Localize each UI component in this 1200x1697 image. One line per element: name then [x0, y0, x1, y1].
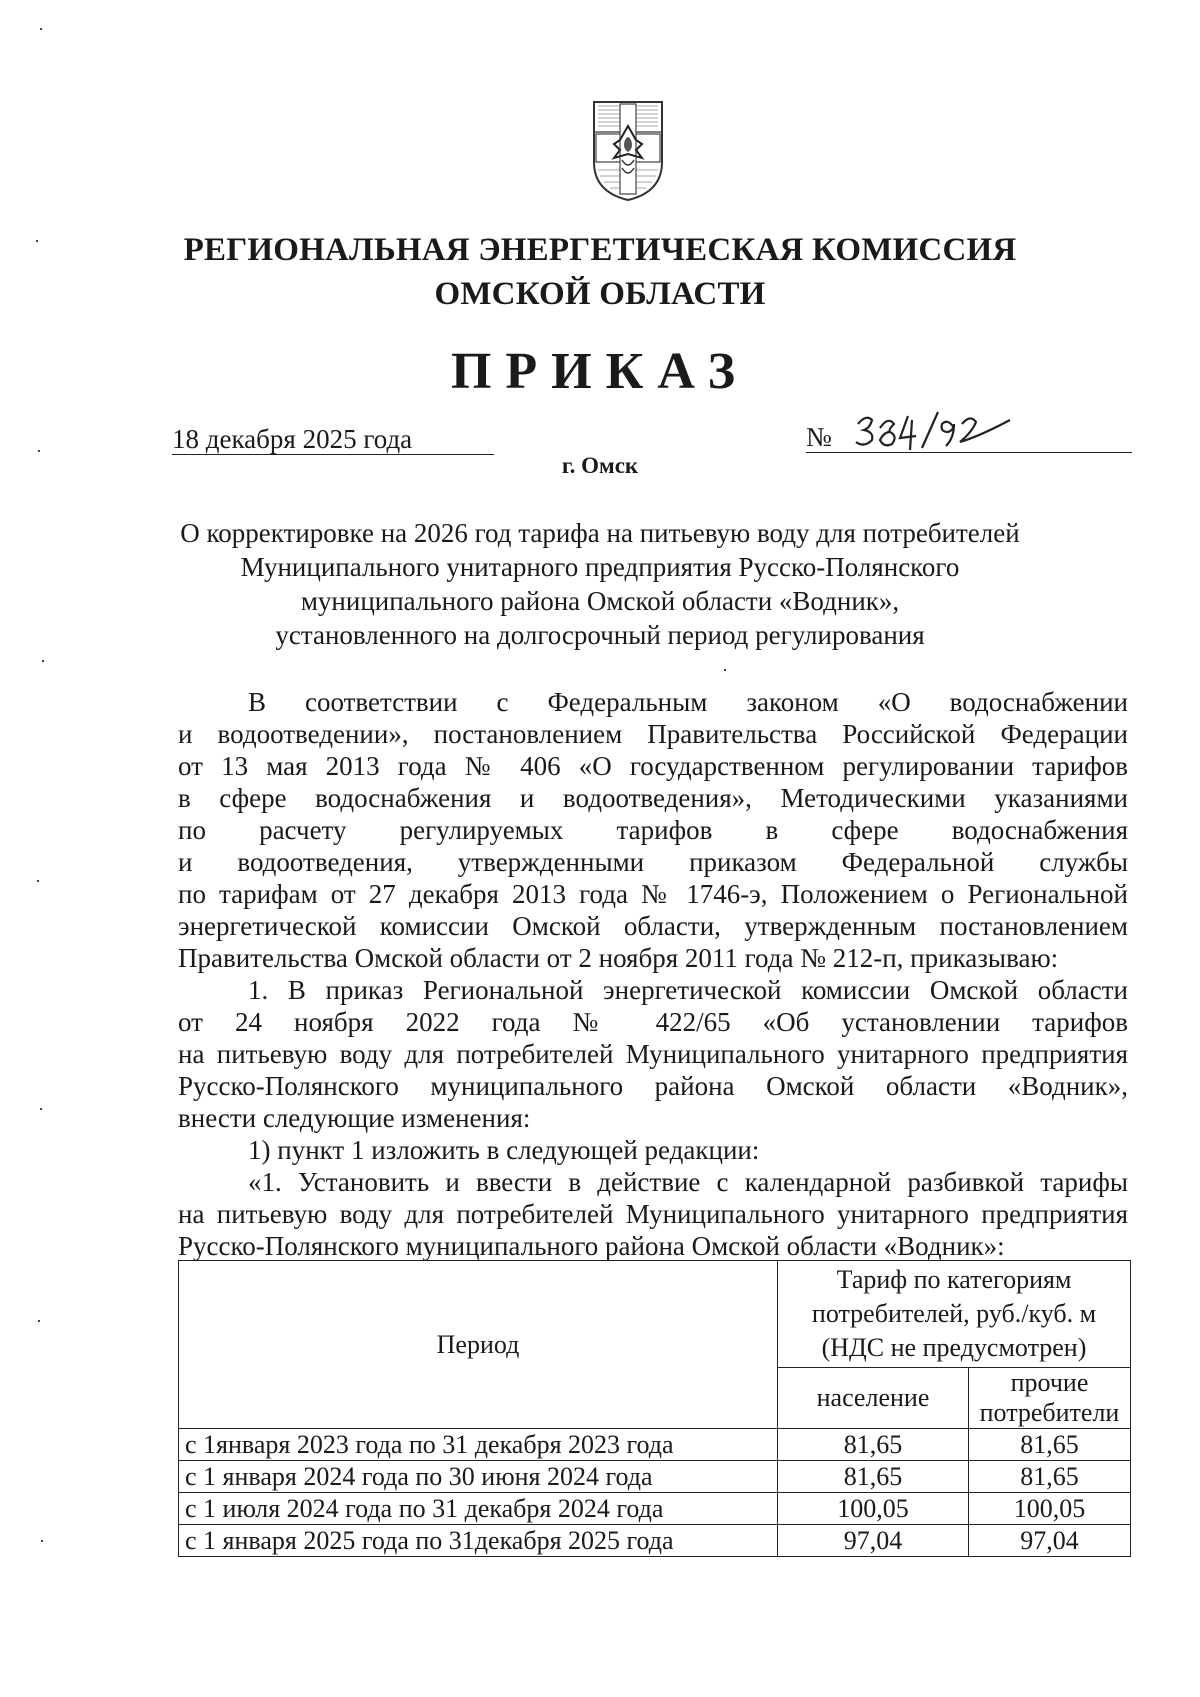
- body-line: Русско-Полянского муниципального района Омской области «Водник»:: [178, 1231, 1005, 1261]
- table-header-row: [179, 1261, 1131, 1368]
- subject-line: муниципального района Омской области «Водник»,: [300, 586, 900, 616]
- number-sign-label: №: [806, 422, 832, 452]
- header-tariff-line: Тариф по категориям: [836, 1265, 1072, 1294]
- scan-speck: [38, 1320, 40, 1322]
- body-line: от 24 ноября 2022 года № 422/65 «Об установлении тарифов: [178, 1007, 1128, 1037]
- body-line: Правительства Омской области от 2 ноября 2011 года № 212-п, приказываю:: [178, 943, 1059, 973]
- body-line: от 13 мая 2013 года № 406 «О государственном регулировании тарифов: [178, 751, 1128, 781]
- body-line: В соответствии с Федеральным законом «О водоснабжении: [248, 687, 1128, 717]
- tariff-table: [178, 1260, 1131, 1557]
- scan-speck: [36, 240, 38, 242]
- body-line: и водоотведении», постановлением Правительства Российской Федерации: [178, 719, 1128, 749]
- header-population: население: [778, 1368, 969, 1429]
- scan-speck: [42, 660, 44, 662]
- order-subject: [150, 516, 1050, 652]
- row-population-tariff: 97,04: [778, 1525, 969, 1557]
- order-date: 18 декабря 2025 года: [172, 424, 494, 455]
- header-other-line: прочие: [1010, 1368, 1089, 1397]
- organization-name-line1: РЕГИОНАЛЬНАЯ ЭНЕРГЕТИЧЕСКАЯ КОМИССИЯ: [183, 232, 1017, 268]
- subject-line: установленного на долгосрочный период регулирования: [275, 620, 925, 650]
- table-row: [179, 1525, 1131, 1557]
- order-body-text: [178, 686, 1128, 1262]
- header-other-line: потребители: [979, 1398, 1120, 1427]
- scan-speck: [724, 669, 726, 671]
- body-line: и водоотведения, утвержденными приказом Федеральной службы: [178, 847, 1128, 877]
- row-period: с 1января 2023 года по 31 декабря 2023 года: [179, 1429, 778, 1461]
- table-row: [179, 1429, 1131, 1461]
- body-line: на питьевую воду для потребителей Муниципального унитарного предприятия: [178, 1199, 1128, 1229]
- body-line: на питьевую воду для потребителей Муниципального унитарного предприятия: [178, 1039, 1128, 1069]
- scan-speck: [38, 450, 40, 452]
- body-line: в сфере водоснабжения и водоотведения», Методическими указаниями: [178, 783, 1128, 813]
- body-line: по тарифам от 27 декабря 2013 года № 1746-э, Положением о Региональной: [178, 879, 1128, 909]
- row-population-tariff: 81,65: [778, 1429, 969, 1461]
- row-other-tariff: 81,65: [969, 1429, 1131, 1461]
- row-population-tariff: 100,05: [778, 1493, 969, 1525]
- header-tariff-line: потребителей, руб./куб. м: [811, 1299, 1097, 1328]
- row-period: с 1 июля 2024 года по 31 декабря 2024 года: [179, 1493, 778, 1525]
- body-line: 1) пункт 1 изложить в следующей редакции:: [248, 1135, 760, 1165]
- scan-speck: [40, 28, 42, 30]
- subject-line: О корректировке на 2026 год тарифа на питьевую воду для потребителей: [180, 518, 1020, 548]
- header-tariff-line: (НДС не предусмотрен): [821, 1333, 1087, 1362]
- body-line: 1. В приказ Региональной энергетической комиссии Омской области: [248, 975, 1128, 1005]
- table-row: [179, 1493, 1131, 1525]
- coat-of-arms-emblem: [592, 100, 664, 202]
- handwritten-order-number: [850, 406, 1020, 456]
- row-period: с 1 января 2025 года по 31декабря 2025 года: [179, 1525, 778, 1557]
- scan-speck: [40, 1108, 42, 1110]
- table-row: [179, 1461, 1131, 1493]
- body-line: энергетической комиссии Омской области, утвержденным постановлением: [178, 911, 1128, 941]
- body-line: по расчету регулируемых тарифов в сфере водоснабжения: [178, 815, 1128, 845]
- header-tariff: [778, 1261, 1131, 1368]
- organization-name-line2: ОМСКОЙ ОБЛАСТИ: [434, 276, 766, 312]
- row-population-tariff: 81,65: [778, 1461, 969, 1493]
- city-name: г. Омск: [561, 453, 639, 478]
- header-other-consumers: [969, 1368, 1131, 1429]
- document-type-title: ПРИКАЗ: [450, 343, 750, 400]
- scan-speck: [37, 880, 39, 882]
- row-other-tariff: 100,05: [969, 1493, 1131, 1525]
- header-period: Период: [179, 1261, 778, 1429]
- row-other-tariff: 81,65: [969, 1461, 1131, 1493]
- body-line: внести следующие изменения:: [178, 1103, 531, 1133]
- scan-speck: [41, 1540, 43, 1542]
- row-other-tariff: 97,04: [969, 1525, 1131, 1557]
- row-period: с 1 января 2024 года по 30 июня 2024 года: [179, 1461, 778, 1493]
- body-line: «1. Установить и ввести в действие с календарной разбивкой тарифы: [248, 1167, 1128, 1197]
- subject-line: Муниципального унитарного предприятия Русско-Полянского: [240, 552, 960, 582]
- body-line: Русско-Полянского муниципального района Омской области «Водник»,: [178, 1071, 1128, 1101]
- order-number-field: [806, 418, 1132, 453]
